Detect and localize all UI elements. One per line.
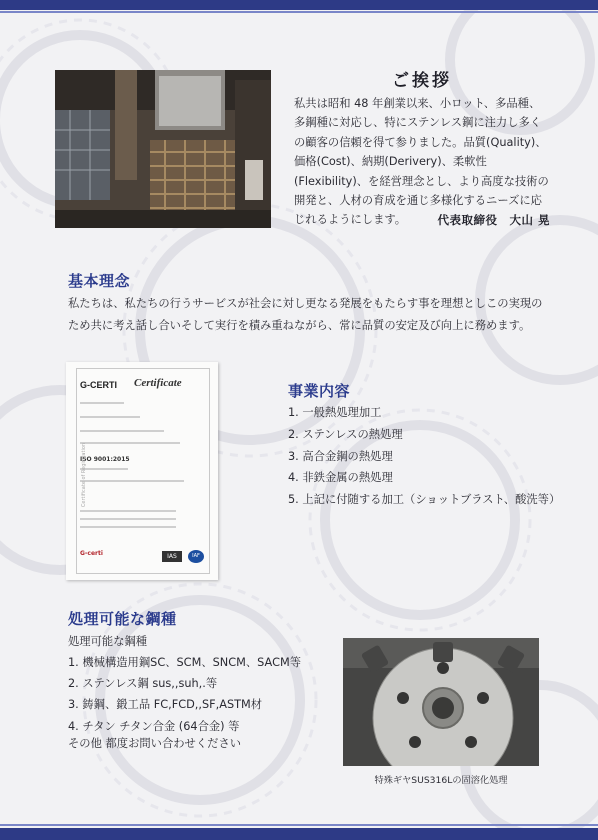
business-item: 5. 上記に付随する加工（ショットブラスト、酸洗等） [288,493,561,507]
steel-types-list [68,652,338,737]
top-border-bar [0,0,598,10]
certificate-text-line [80,510,176,512]
certificate-logos [80,550,208,566]
certificate-text-line [80,526,176,528]
gcerti-logo: G-certi [80,550,103,557]
certificate-side-text: Certificate of Registration [81,442,88,508]
philosophy-body: 私たちは、私たちの行うサービスが社会に対し更なる発展をもたらす事を理想としこの実現のため共に考え話し合いそして実行を積み重ねながら、常に品質の安定及び向上に務めます。 [68,297,543,332]
certificate-text-line [80,402,124,404]
business-list [288,402,578,511]
certificate-text-line [80,480,184,482]
certificate-standard: ISO 9001:2015 [80,456,130,463]
greeting-title: ご挨拶 [392,71,452,91]
steel-type-item: 3. 鋳鋼、鍛工品 FC,FCD,,SF,ASTM材 [68,698,263,712]
business-item: 3. 高合金鋼の熱処理 [288,449,393,463]
steel-type-item: 1. 機械構造用鋼SC、SCM、SNCM、SACM等 [68,656,302,669]
philosophy-title: 基本理念 [68,272,131,290]
certificate-frame [76,368,210,574]
business-item: 1. 一般熱処理加工 [288,406,382,419]
business-title: 事業内容 [288,382,351,400]
certificate-word: Certificate [134,377,182,389]
steel-type-item: 4. チタン チタン合金 (64合金) 等 [68,719,240,733]
certificate-text-line [80,518,176,520]
steel-types-title: 処理可能な鋼種 [68,610,177,628]
ias-logo: IAS [162,551,182,562]
certificate-brand: G-CERTI [80,380,117,390]
certificate-text-line [80,430,164,432]
gear-photo [343,638,539,766]
greeting-body: 私共は昭和 48 年創業以来、小ロット、多品種、多鋼種に対応し、特にステンレス鋼に注力し多くの顧客の信頼を得て参りました。品質(Quality)、価格(Cost)、納期(Derivery)、柔軟性(Flexibility)、を経営理念とし、より高度な技術の開発と、人材の育成を通じ多様化するニーズに応じれるようにします。 [294,97,549,227]
certificate-text-line [80,468,128,470]
factory-photo [55,70,271,228]
iso-certificate-image [66,362,218,580]
steel-types-note: その他 都度お問い合わせください [68,737,242,750]
business-item: 4. 非鉄金属の熱処理 [288,471,393,485]
certificate-text-line [80,442,180,444]
steel-types-subtitle: 処理可能な鋼種 [68,635,148,648]
gear-photo-caption: 特殊ギヤSUS316Lの固溶化処理 [374,775,508,786]
bottom-border-bar [0,828,598,840]
ceo-signature: 代表取締役 大山 晃 [437,213,550,227]
iaf-logo: IAF [188,550,204,563]
business-item: 2. ステンレスの熱処理 [288,427,403,441]
steel-type-item: 2. ステンレス鋼 sus,,suh,.等 [68,677,218,691]
certificate-text-line [80,416,140,418]
